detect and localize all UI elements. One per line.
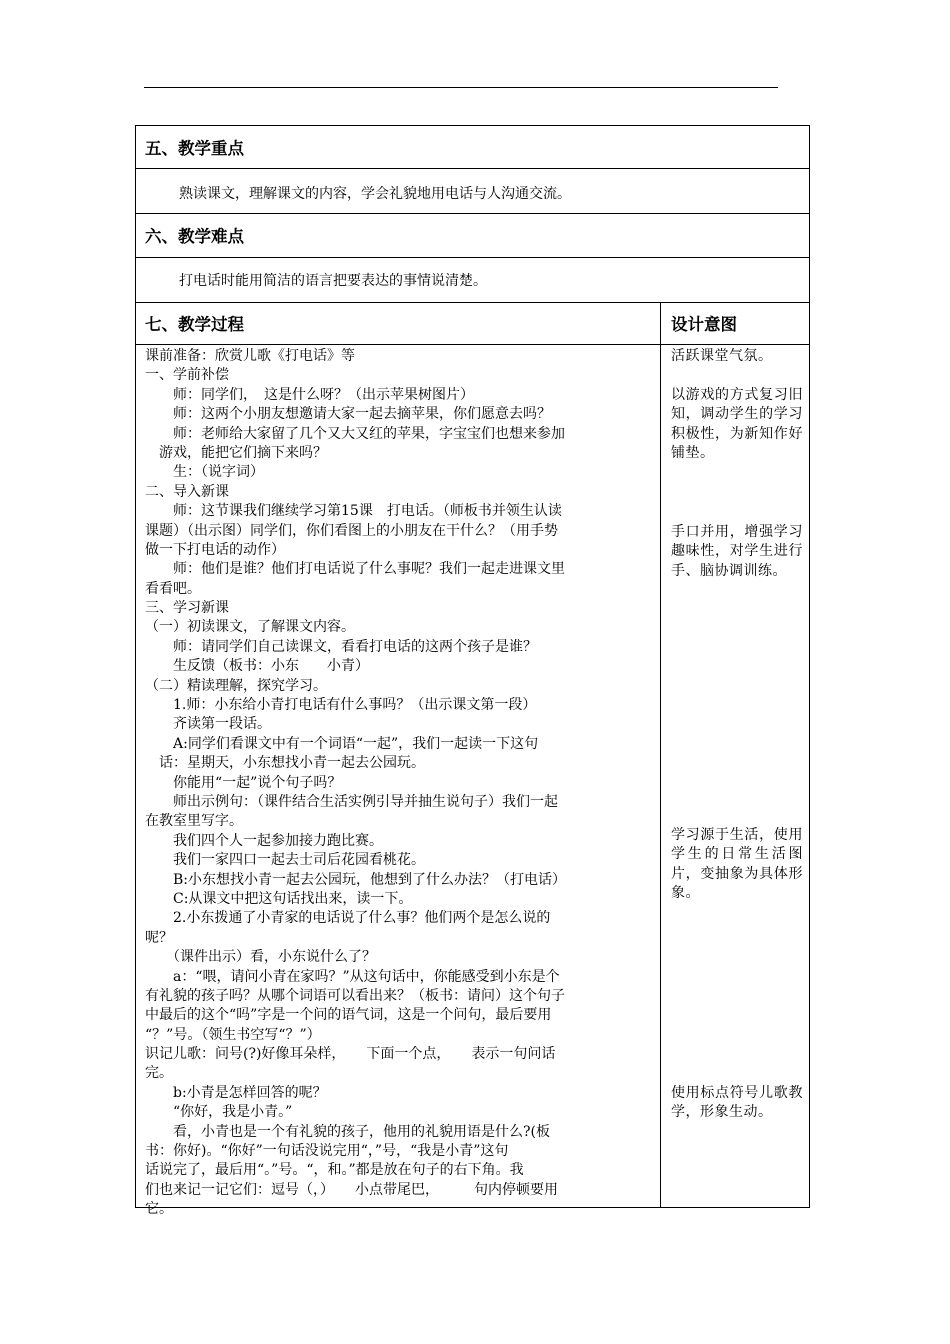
- process-line: （一）初读课文，了解课文内容。: [145, 619, 355, 636]
- process-line: 2.小东拨通了小青家的电话说了什么事？他们两个是怎么说的: [145, 910, 551, 927]
- process-line: 师：请同学们自己读课文，看看打电话的这两个孩子是谁？: [145, 638, 537, 655]
- section-5-body: 熟读课文，理解课文的内容，学会礼貌地用电话与人沟通交流。: [179, 186, 571, 202]
- process-line: 课前准备：欣赏儿歌《打电话》等: [145, 348, 355, 364]
- process-line: 我们一家四口一起去士司后花园看桃花。: [145, 852, 425, 869]
- section-6-body: 打电话时能用简洁的语言把要表达的事情说清楚。: [179, 273, 487, 289]
- process-line: 做一下打电话的动作）: [145, 541, 285, 558]
- process-line: 我们四个人一起参加接力跑比赛。: [145, 832, 383, 849]
- process-line: 一、学前补偿: [145, 367, 229, 384]
- process-line: 师：同学们， 这是什么呀？（出示苹果树图片）: [145, 386, 474, 403]
- process-line: 中最后的这个“吗”字是一个问的语气词，这是一个问句，最后要用: [145, 1007, 552, 1024]
- process-line: （二）精读理解，探究学习。: [145, 677, 327, 694]
- process-line: 师：他们是谁？他们打电话说了什么事呢？我们一起走进课文里: [145, 561, 565, 578]
- process-line: 生：（说字词）: [145, 464, 264, 481]
- process-line: 书：你好)。“你好”一句话没说完用“，”号，“我是小青”这句: [145, 1143, 509, 1160]
- process-line: b:小青是怎样回答的呢？: [145, 1084, 327, 1101]
- process-line: 生反馈（板书：小东 小青）: [145, 658, 369, 675]
- process-line: “你好，我是小青。”: [145, 1104, 293, 1121]
- section-6-title: 六、教学难点: [145, 227, 244, 246]
- process-line: 师出示例句：（课件结合生活实例引导并抽生说句子）我们一起: [145, 793, 558, 810]
- design-note-1: 活跃课堂气氛。: [671, 348, 773, 364]
- section-5-title: 五、教学重点: [145, 139, 244, 158]
- process-line: “？”号。（领生书空写“？”）: [145, 1026, 321, 1043]
- process-line: 呢？: [145, 929, 173, 946]
- design-note-3: 手口并用，增强学习趣味性，对学生进行手、脑协调训练。: [671, 524, 803, 579]
- process-line: 话说完了，最后用“。”号。“，和。”都是放在句子的右下角。我: [145, 1162, 524, 1179]
- process-line: 1.师：小东给小青打电话有什么事吗？（出示课文第一段）: [145, 697, 537, 714]
- process-line: 们也来记一记它们：逗号（，） 小点带尾巴， 句内停顿要用: [145, 1181, 558, 1198]
- design-note-5: 使用标点符号儿歌教学，形象生动。: [671, 1085, 803, 1121]
- lesson-plan-table: [135, 125, 810, 1218]
- process-line: A:同学们看课文中有一个词语“一起”，我们一起读一下这句: [145, 735, 539, 752]
- page-header-rule: [144, 87, 778, 88]
- process-line: 有礼貌的孩子吗？从哪个词语可以看出来？（板书：请问）这个句子: [145, 987, 565, 1004]
- design-note-2: 以游戏的方式复习旧知，调动学生的学习积极性，为新知作好铺垫。: [671, 387, 803, 462]
- process-line: 二、导入新课: [145, 483, 229, 500]
- process-line: 在教室里写字。: [145, 813, 243, 830]
- process-line: 识记儿歌：问号(?)好像耳朵样， 下面一个点， 表示一句问话: [145, 1046, 556, 1063]
- process-line: 你能用“一起”说个句子吗？: [145, 774, 342, 791]
- divider: [136, 168, 809, 169]
- column-divider: [660, 303, 661, 1207]
- process-line: 它。: [145, 1201, 173, 1218]
- section-7-title: 七、教学过程: [145, 315, 244, 334]
- divider: [136, 257, 809, 258]
- process-line: C:从课文中把这句话找出来，读一下。: [145, 890, 413, 907]
- process-line: 师：这节课我们继续学习第15课 打电话。（师板书并领生认读: [145, 503, 562, 520]
- process-line: 齐读第一段话。: [145, 716, 271, 733]
- process-line: 三、学习新课: [145, 600, 229, 617]
- teaching-process: [145, 347, 657, 1220]
- process-line: 完。: [145, 1065, 173, 1082]
- process-line: （课件出示）看，小东说什么了？: [145, 949, 376, 966]
- divider: [136, 213, 809, 214]
- process-line: a：“喂，请问小青在家吗？”从这句话中，你能感受到小东是个: [145, 968, 560, 985]
- process-line: 课题）（出示图）同学们，你们看图上的小朋友在干什么？（用手势: [145, 522, 558, 539]
- process-line: 师：这两个小朋友想邀请大家一起去摘苹果，你们愿意去吗？: [145, 406, 551, 423]
- process-line: 看看吧。: [145, 580, 201, 597]
- design-intent-header: 设计意图: [671, 315, 737, 334]
- process-line: B:小东想找小青一起去公园玩，他想到了什么办法？（打电话）: [145, 871, 567, 888]
- divider: [136, 302, 809, 303]
- process-line: 游戏，能把它们摘下来吗？: [145, 444, 327, 461]
- process-line: 看，小青也是一个有礼貌的孩子，他用的礼貌用语是什么?(板: [145, 1123, 550, 1140]
- divider: [136, 344, 809, 345]
- process-line: 话：星期天，小东想找小青一起去公园玩。: [145, 755, 425, 772]
- process-line: 师：老师给大家留了几个又大又红的苹果，字宝宝们也想来参加: [145, 425, 565, 442]
- design-note-4: 学习源于生活，使用学生的日常生活图片，变抽象为具体形象。: [671, 827, 803, 902]
